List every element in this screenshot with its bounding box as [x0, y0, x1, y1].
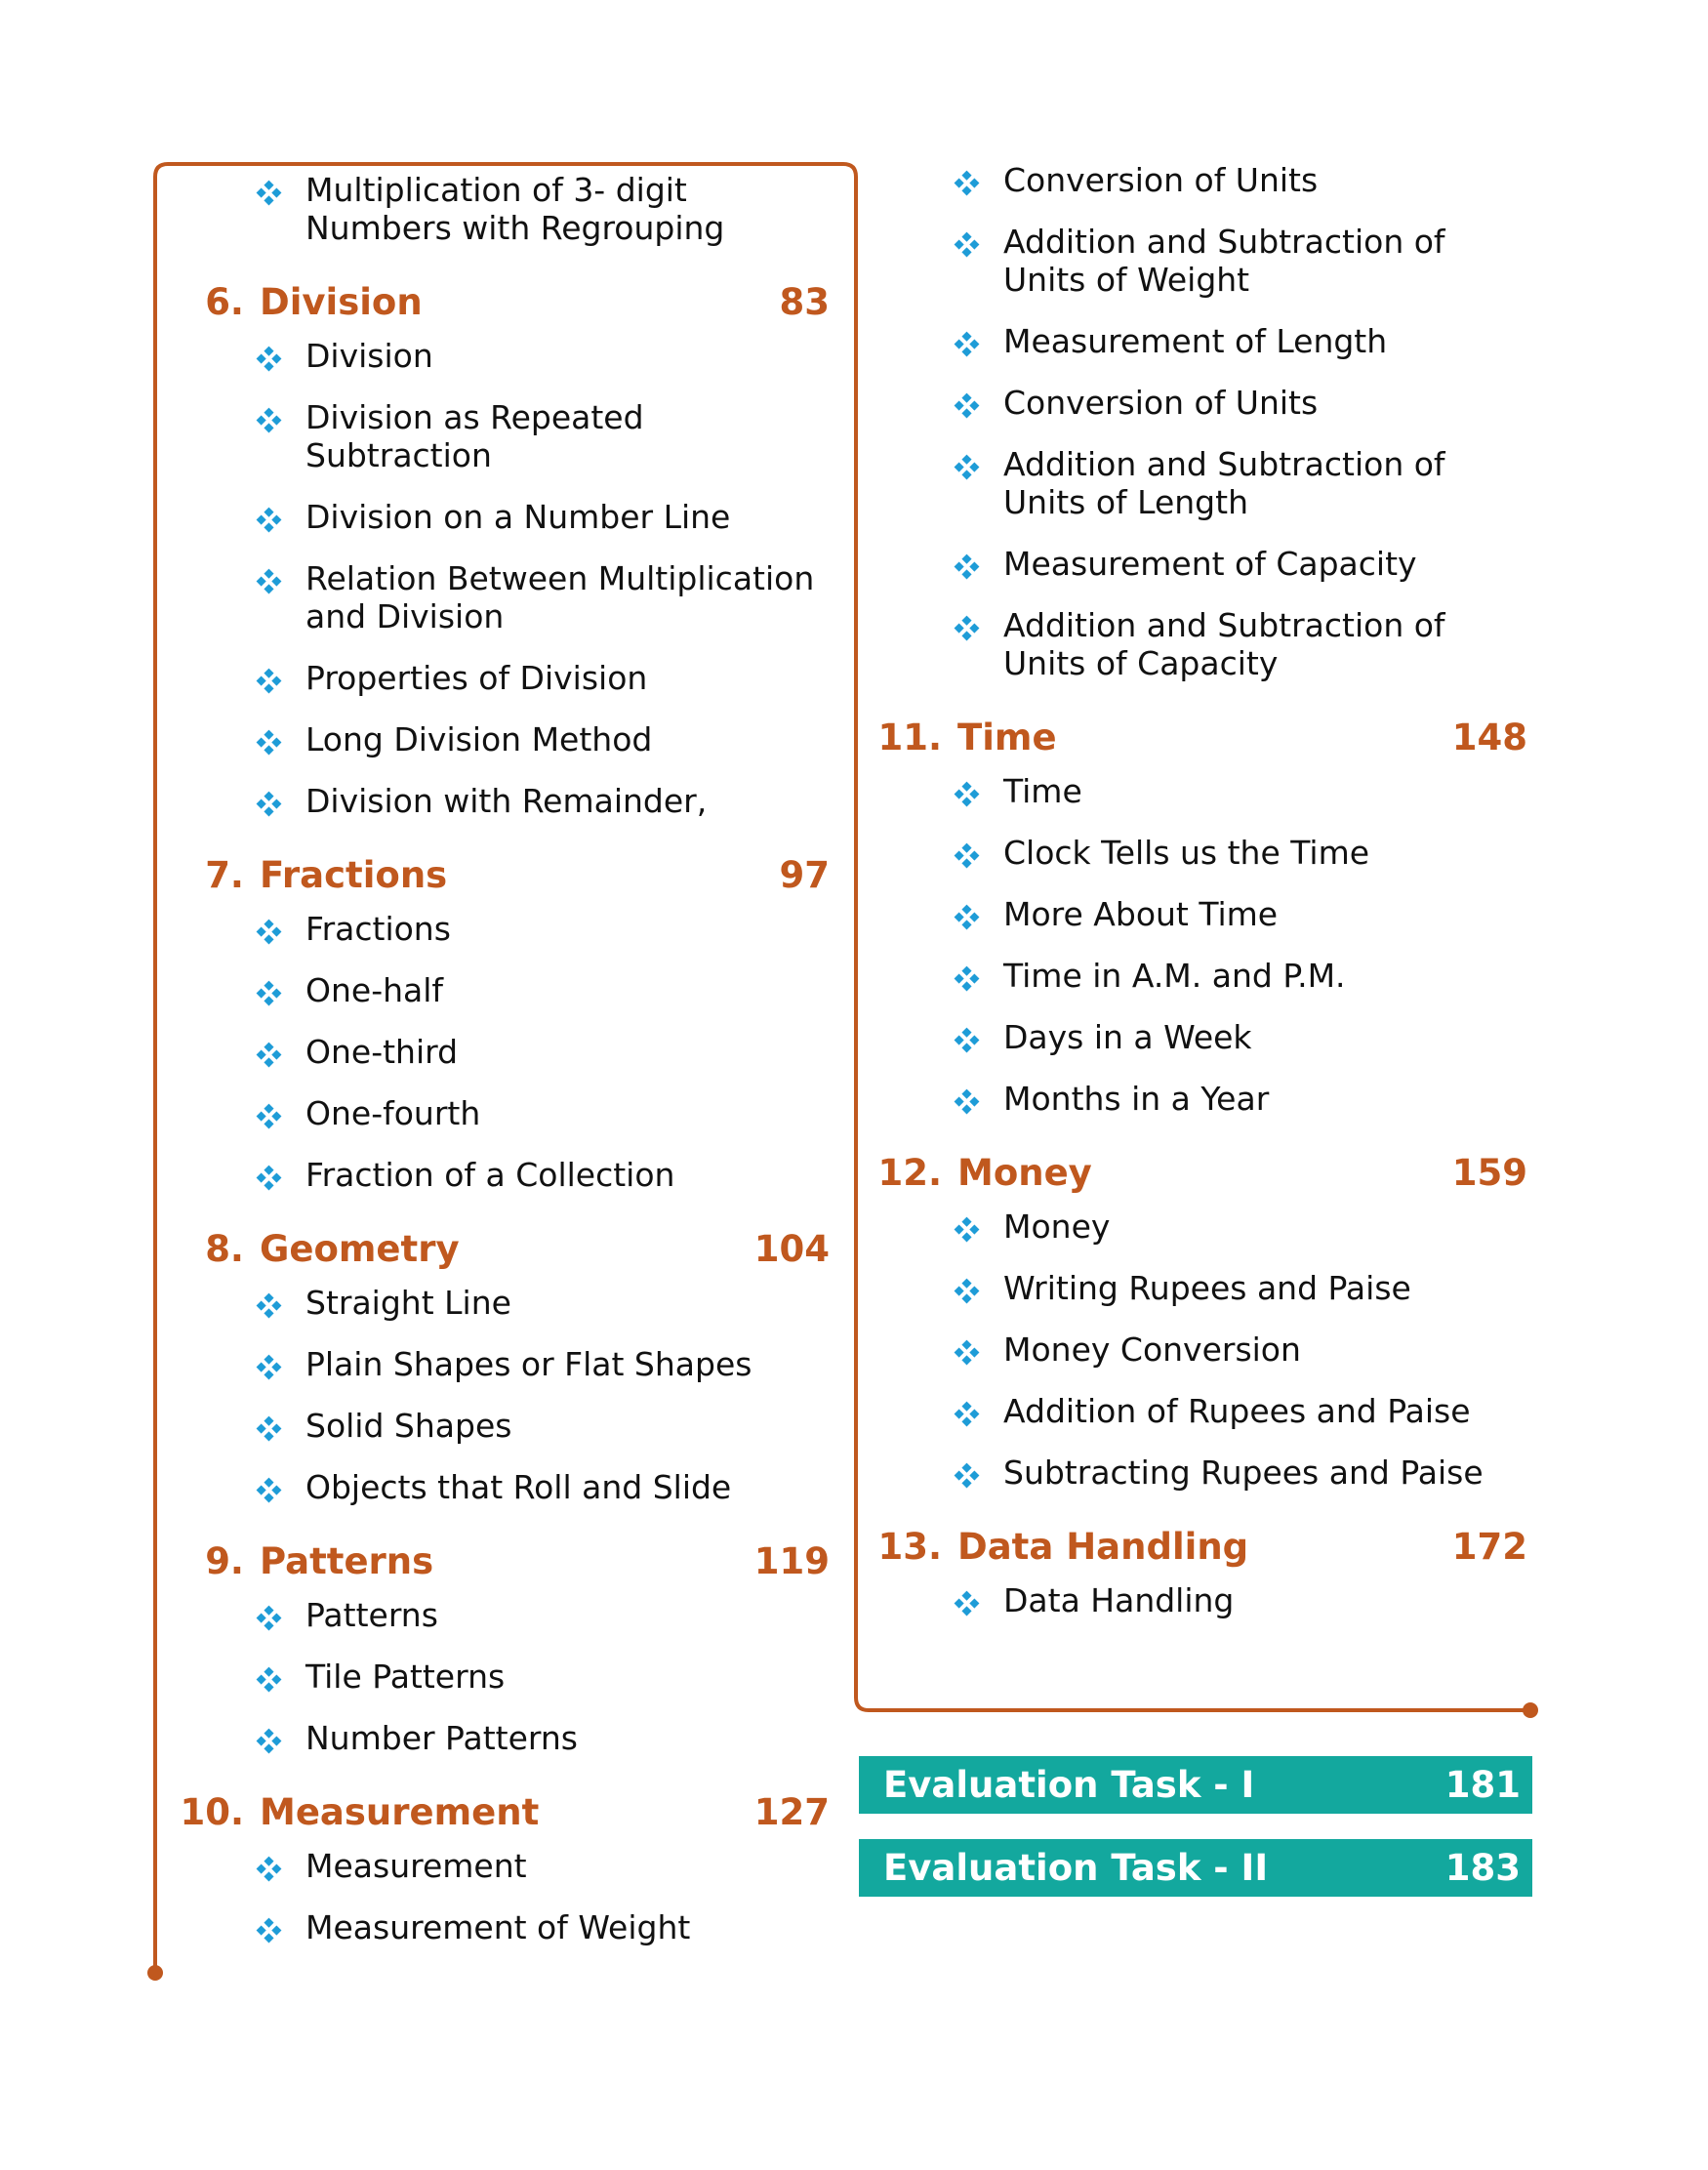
topic-label: One-third — [305, 1033, 459, 1071]
four-diamond-bullet-icon — [954, 1401, 980, 1427]
topic-item[interactable] — [166, 1658, 830, 1696]
four-diamond-bullet-icon — [954, 904, 980, 930]
topic-label: Division with Remainder, — [305, 782, 708, 820]
topic-label: Relation Between Multiplication and Division — [305, 559, 815, 635]
topic-label: Addition of Rupees and Paise — [1003, 1392, 1471, 1430]
chapter-number: 10. — [180, 1791, 244, 1833]
topic-label: Time — [1003, 772, 1082, 810]
topic-label: Plain Shapes or Flat Shapes — [305, 1345, 752, 1383]
topic-item[interactable] — [166, 1908, 830, 1946]
topic-label: Conversion of Units — [1003, 384, 1319, 422]
topic-item[interactable] — [166, 1033, 830, 1071]
topic-item[interactable] — [864, 957, 1527, 995]
chapter-title: Time — [957, 717, 1057, 758]
chapter-heading[interactable] — [166, 1781, 830, 1845]
four-diamond-bullet-icon — [256, 729, 282, 756]
topic-item[interactable] — [864, 322, 1527, 360]
chapter-topic-list — [166, 1847, 830, 1946]
topic-item[interactable] — [864, 1018, 1527, 1056]
chapter-title: Geometry — [260, 1228, 460, 1270]
topic-item[interactable] — [166, 1468, 830, 1506]
evaluation-task-label: Evaluation Task - I — [883, 1764, 1255, 1806]
topic-label: Division as Repeated Subtraction — [305, 398, 644, 474]
topic-item[interactable] — [864, 545, 1527, 583]
chapter-topic-list — [166, 1284, 830, 1506]
four-diamond-bullet-icon — [954, 615, 980, 641]
chapter-page-number: 148 — [1451, 717, 1527, 758]
chapter-topic-list — [166, 910, 830, 1194]
topic-label: Number Patterns — [305, 1719, 578, 1757]
topic-item[interactable] — [166, 782, 830, 820]
topic-label: Division — [305, 337, 433, 375]
four-diamond-bullet-icon — [256, 1666, 282, 1693]
four-diamond-bullet-icon — [256, 791, 282, 817]
toc-left-column — [166, 171, 830, 1970]
chapter-heading[interactable] — [864, 706, 1527, 770]
four-diamond-bullet-icon — [954, 1339, 980, 1366]
evaluation-task-page: 183 — [1444, 1847, 1521, 1889]
chapter-page-number: 127 — [753, 1791, 830, 1833]
left-chapter-list — [166, 270, 830, 1946]
topic-label: Fraction of a Collection — [305, 1156, 675, 1194]
four-diamond-bullet-icon — [256, 1728, 282, 1754]
four-diamond-bullet-icon — [256, 1415, 282, 1442]
topic-label: Fractions — [305, 910, 451, 948]
topic-item[interactable] — [864, 445, 1527, 521]
four-diamond-bullet-icon — [256, 1354, 282, 1380]
topic-item[interactable] — [166, 1407, 830, 1445]
evaluation-task-2-bar[interactable] — [859, 1839, 1532, 1897]
four-diamond-bullet-icon — [954, 781, 980, 807]
chapter-heading[interactable] — [166, 1217, 830, 1282]
topic-item[interactable] — [864, 1581, 1527, 1619]
topic-item[interactable] — [166, 1094, 830, 1132]
four-diamond-bullet-icon — [954, 454, 980, 480]
topic-item[interactable] — [864, 1080, 1527, 1118]
topic-label: Measurement of Capacity — [1003, 545, 1417, 583]
four-diamond-bullet-icon — [256, 507, 282, 533]
four-diamond-bullet-icon — [954, 553, 980, 580]
chapter-page-number: 97 — [779, 854, 830, 896]
four-diamond-bullet-icon — [954, 1590, 980, 1617]
chapter-number: 6. — [205, 281, 244, 323]
chapter-heading[interactable] — [166, 843, 830, 908]
topic-item[interactable] — [864, 834, 1527, 872]
four-diamond-bullet-icon — [256, 980, 282, 1006]
chapter-number: 12. — [877, 1152, 942, 1194]
four-diamond-bullet-icon — [954, 1462, 980, 1489]
topic-label: Measurement of Length — [1003, 322, 1388, 360]
topic-label: Clock Tells us the Time — [1003, 834, 1370, 872]
topic-label: Months in a Year — [1003, 1080, 1270, 1118]
topic-item[interactable] — [166, 659, 830, 697]
chapter-title: Data Handling — [957, 1526, 1249, 1568]
topic-item[interactable] — [864, 772, 1527, 810]
right-chapter-list — [864, 706, 1527, 1619]
four-diamond-bullet-icon — [256, 919, 282, 945]
four-diamond-bullet-icon — [256, 1292, 282, 1319]
topic-label: Patterns — [305, 1596, 438, 1634]
topic-label: Straight Line — [305, 1284, 511, 1322]
chapter-page-number: 172 — [1451, 1526, 1527, 1568]
topic-label: Subtracting Rupees and Paise — [1003, 1453, 1484, 1492]
topic-item[interactable] — [166, 337, 830, 375]
left-frame-end-dot — [147, 1965, 163, 1981]
chapter-topic-list — [864, 772, 1527, 1118]
chapter-number: 11. — [877, 717, 942, 758]
chapter-heading[interactable] — [166, 270, 830, 335]
chapter-heading[interactable] — [166, 1530, 830, 1594]
chapter-title: Fractions — [260, 854, 448, 896]
four-diamond-bullet-icon — [256, 1856, 282, 1882]
chapter-title: Division — [260, 281, 423, 323]
topic-label: Division on a Number Line — [305, 498, 731, 536]
four-diamond-bullet-icon — [954, 170, 980, 196]
chapter-number: 9. — [205, 1540, 244, 1582]
topic-item[interactable] — [166, 498, 830, 536]
topic-item[interactable] — [166, 910, 830, 948]
topic-label: Measurement — [305, 1847, 527, 1885]
topic-item[interactable] — [864, 161, 1527, 199]
topic-item[interactable] — [166, 171, 830, 247]
chapter-page-number: 159 — [1451, 1152, 1527, 1194]
four-diamond-bullet-icon — [256, 1917, 282, 1944]
topic-label: One-half — [305, 971, 444, 1009]
four-diamond-bullet-icon — [256, 568, 282, 594]
topic-item[interactable] — [864, 1208, 1527, 1246]
topic-label: Addition and Subtraction of Units of Length — [1003, 445, 1445, 521]
chapter-title: Patterns — [260, 1540, 434, 1582]
topic-item[interactable] — [166, 559, 830, 635]
chapter-page-number: 83 — [779, 281, 830, 323]
topic-label: Money Conversion — [1003, 1331, 1301, 1369]
chapter-topic-list — [864, 1581, 1527, 1619]
topic-label: Measurement of Weight — [305, 1908, 691, 1946]
topic-label: Addition and Subtraction of Units of Capacity — [1003, 606, 1445, 682]
topic-item[interactable] — [166, 971, 830, 1009]
right-frame-end-dot — [1523, 1702, 1538, 1718]
four-diamond-bullet-icon — [954, 331, 980, 357]
four-diamond-bullet-icon — [256, 1042, 282, 1068]
topic-item[interactable] — [864, 223, 1527, 299]
topic-item[interactable] — [864, 384, 1527, 422]
topic-item[interactable] — [166, 1596, 830, 1634]
topic-item[interactable] — [864, 1392, 1527, 1430]
left-intro-topics — [166, 171, 830, 247]
chapter-title: Money — [957, 1152, 1092, 1194]
four-diamond-bullet-icon — [256, 668, 282, 694]
four-diamond-bullet-icon — [256, 180, 282, 206]
four-diamond-bullet-icon — [954, 392, 980, 419]
topic-label: Time in A.M. and P.M. — [1003, 957, 1346, 995]
four-diamond-bullet-icon — [256, 1165, 282, 1191]
evaluation-task-1-bar[interactable] — [859, 1756, 1532, 1814]
topic-item[interactable] — [166, 1719, 830, 1757]
right-intro-topics — [864, 161, 1527, 682]
topic-label: Objects that Roll and Slide — [305, 1468, 732, 1506]
chapter-topic-list — [864, 1208, 1527, 1492]
topic-item[interactable] — [166, 398, 830, 474]
four-diamond-bullet-icon — [954, 842, 980, 869]
topic-label: Money — [1003, 1208, 1111, 1246]
four-diamond-bullet-icon — [954, 1027, 980, 1053]
topic-label: One-fourth — [305, 1094, 481, 1132]
topic-label: Addition and Subtraction of Units of Weight — [1003, 223, 1445, 299]
four-diamond-bullet-icon — [256, 1103, 282, 1129]
topic-label: Writing Rupees and Paise — [1003, 1269, 1411, 1307]
topic-item[interactable] — [864, 1331, 1527, 1369]
topic-item[interactable] — [864, 895, 1527, 933]
chapter-number: 7. — [205, 854, 244, 896]
four-diamond-bullet-icon — [256, 1605, 282, 1631]
chapter-number: 13. — [877, 1526, 942, 1568]
topic-label: Conversion of Units — [1003, 161, 1319, 199]
chapter-topic-list — [166, 337, 830, 820]
topic-label: Tile Patterns — [305, 1658, 506, 1696]
topic-item[interactable] — [166, 1284, 830, 1322]
chapter-page-number: 119 — [753, 1540, 830, 1582]
toc-right-column — [864, 161, 1527, 1643]
topic-item[interactable] — [864, 1453, 1527, 1492]
chapter-title: Measurement — [260, 1791, 540, 1833]
topic-label: Data Handling — [1003, 1581, 1235, 1619]
chapter-topic-list — [166, 1596, 830, 1757]
four-diamond-bullet-icon — [954, 231, 980, 258]
evaluation-task-label: Evaluation Task - II — [883, 1847, 1269, 1889]
topic-item[interactable] — [864, 606, 1527, 682]
four-diamond-bullet-icon — [256, 1477, 282, 1503]
topic-label: Days in a Week — [1003, 1018, 1252, 1056]
topic-label: Properties of Division — [305, 659, 648, 697]
four-diamond-bullet-icon — [256, 346, 282, 372]
four-diamond-bullet-icon — [954, 1088, 980, 1115]
four-diamond-bullet-icon — [954, 1278, 980, 1304]
topic-label: More About Time — [1003, 895, 1279, 933]
topic-label: Solid Shapes — [305, 1407, 512, 1445]
topic-item[interactable] — [166, 1847, 830, 1885]
chapter-heading[interactable] — [864, 1515, 1527, 1579]
four-diamond-bullet-icon — [954, 1216, 980, 1243]
topic-label: Long Division Method — [305, 720, 653, 758]
topic-item[interactable] — [166, 720, 830, 758]
topic-item[interactable] — [166, 1345, 830, 1383]
chapter-heading[interactable] — [864, 1141, 1527, 1206]
topic-label: Multiplication of 3- digit Numbers with Regrouping — [305, 171, 725, 247]
four-diamond-bullet-icon — [954, 965, 980, 992]
chapter-page-number: 104 — [753, 1228, 830, 1270]
four-diamond-bullet-icon — [256, 407, 282, 433]
topic-item[interactable] — [166, 1156, 830, 1194]
evaluation-task-page: 181 — [1444, 1764, 1521, 1806]
topic-item[interactable] — [864, 1269, 1527, 1307]
chapter-number: 8. — [205, 1228, 244, 1270]
